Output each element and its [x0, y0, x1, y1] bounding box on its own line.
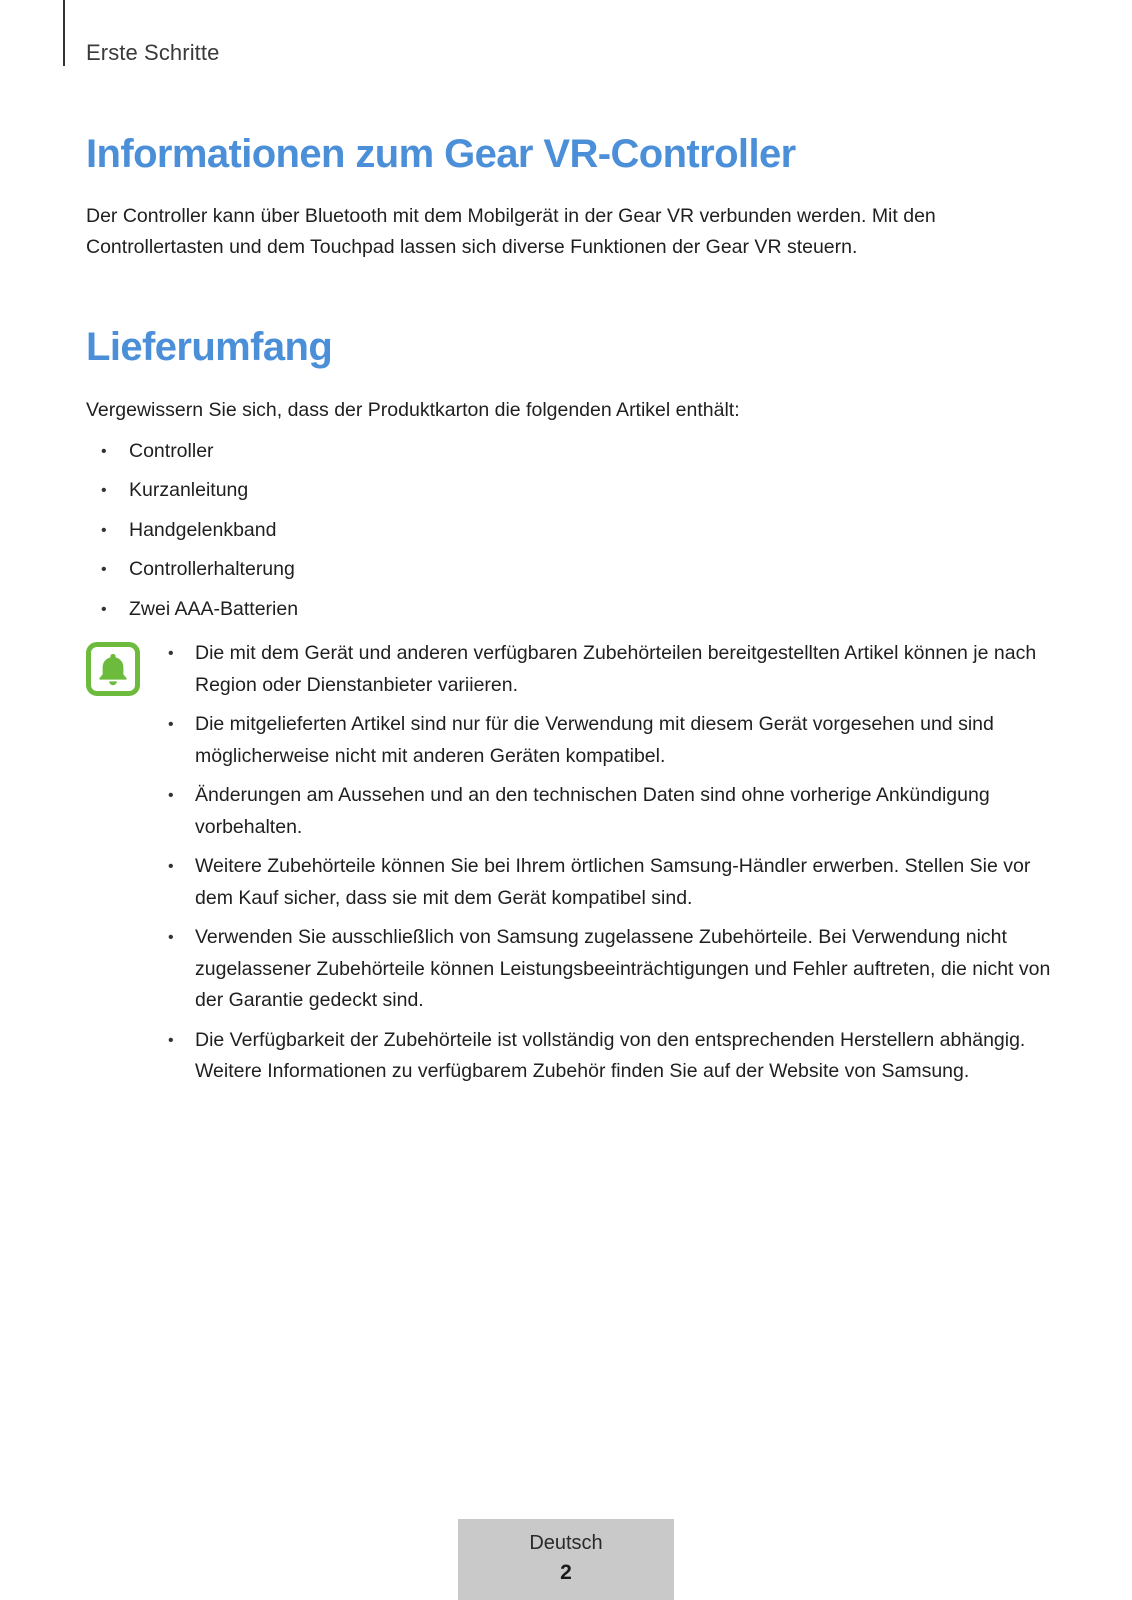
intro-text: Der Controller kann über Bluetooth mit dem Mobilgerät in der Gear VR verbunden werden. Mit den Controllertasten und dem Touchpad lassen sich diverse Funktionen der Gear VR steuern.	[86, 205, 936, 258]
notice-item-text: Änderungen am Aussehen und an den technischen Daten sind ohne vorherige Ankündigung vorbehalten.	[195, 784, 990, 838]
bullet: •	[168, 645, 174, 662]
list-item	[86, 436, 298, 475]
list-item-text: Zwei AAA-Batterien	[129, 597, 299, 620]
notice-item-text: Die Verfügbarkeit der Zubehörteile ist vollständig von den entsprechenden Herstellern abhängig. Weitere Informationen zu verfügbarem Zubehör finden Sie auf der Website von Samsung.	[195, 1028, 1026, 1082]
list-item-text: Handgelenkband	[129, 518, 277, 541]
list-item	[86, 554, 298, 593]
bullet: •	[101, 482, 107, 500]
bullet: •	[168, 858, 174, 875]
bullet: •	[101, 561, 107, 579]
notice-item-text: Verwenden Sie ausschließlich von Samsung zugelassene Zubehörteile. Bei Verwendung nicht zugelassener Zubehörteile können Leistungsbeeinträchtigungen und Fehler auftreten, die nicht von der Garantie gedeckt sind.	[195, 926, 1051, 1011]
intro-title: Informationen zum Gear VR-Controller	[86, 132, 796, 176]
list-item	[86, 594, 298, 633]
footer-language: Deutsch	[529, 1532, 603, 1554]
notice-item	[166, 851, 1056, 914]
list-item	[86, 475, 298, 514]
page-number: 2	[560, 1561, 572, 1584]
package-title: Lieferumfang	[86, 325, 333, 369]
notice-item	[166, 780, 1056, 843]
notice-list	[166, 638, 1056, 1096]
bullet: •	[168, 929, 174, 946]
package-lead: Vergewissern Sie sich, dass der Produktkarton die folgenden Artikel enthält:	[86, 399, 740, 421]
notice-item	[166, 1025, 1056, 1088]
notice-item	[166, 709, 1056, 772]
bell-icon	[86, 642, 140, 696]
notice-item	[166, 638, 1056, 701]
notice-item-text: Die mit dem Gerät und anderen verfügbaren Zubehörteilen bereitgestellten Artikel können je nach Region oder Dienstanbieter variieren.	[195, 642, 1037, 696]
notice-item	[166, 922, 1056, 1017]
list-item	[86, 515, 298, 554]
list-item-text: Kurzanleitung	[129, 479, 249, 502]
package-list	[86, 436, 298, 633]
bullet: •	[101, 443, 107, 460]
header-rule	[63, 0, 65, 66]
notice-item-text: Weitere Zubehörteile können Sie bei Ihrem örtlichen Samsung-Händler erwerben. Stellen Sie vor dem Kauf sicher, dass sie mit dem Gerät kompatibel sind.	[195, 855, 1031, 909]
bullet: •	[101, 600, 107, 618]
list-item-text: Controllerhalterung	[129, 558, 295, 581]
list-item-text: Controller	[129, 440, 214, 462]
section-label: Erste Schritte	[86, 40, 220, 65]
footer-tab	[458, 1519, 674, 1600]
bell-icon-graphic	[93, 649, 133, 689]
bullet: •	[101, 521, 107, 539]
bullet: •	[168, 1031, 174, 1049]
bullet: •	[168, 716, 174, 733]
notice-item-text: Die mitgelieferten Artikel sind nur für die Verwendung mit diesem Gerät vorgesehen und sind möglicherweise nicht mit anderen Geräten kompatibel.	[195, 713, 994, 767]
bullet: •	[168, 787, 174, 804]
